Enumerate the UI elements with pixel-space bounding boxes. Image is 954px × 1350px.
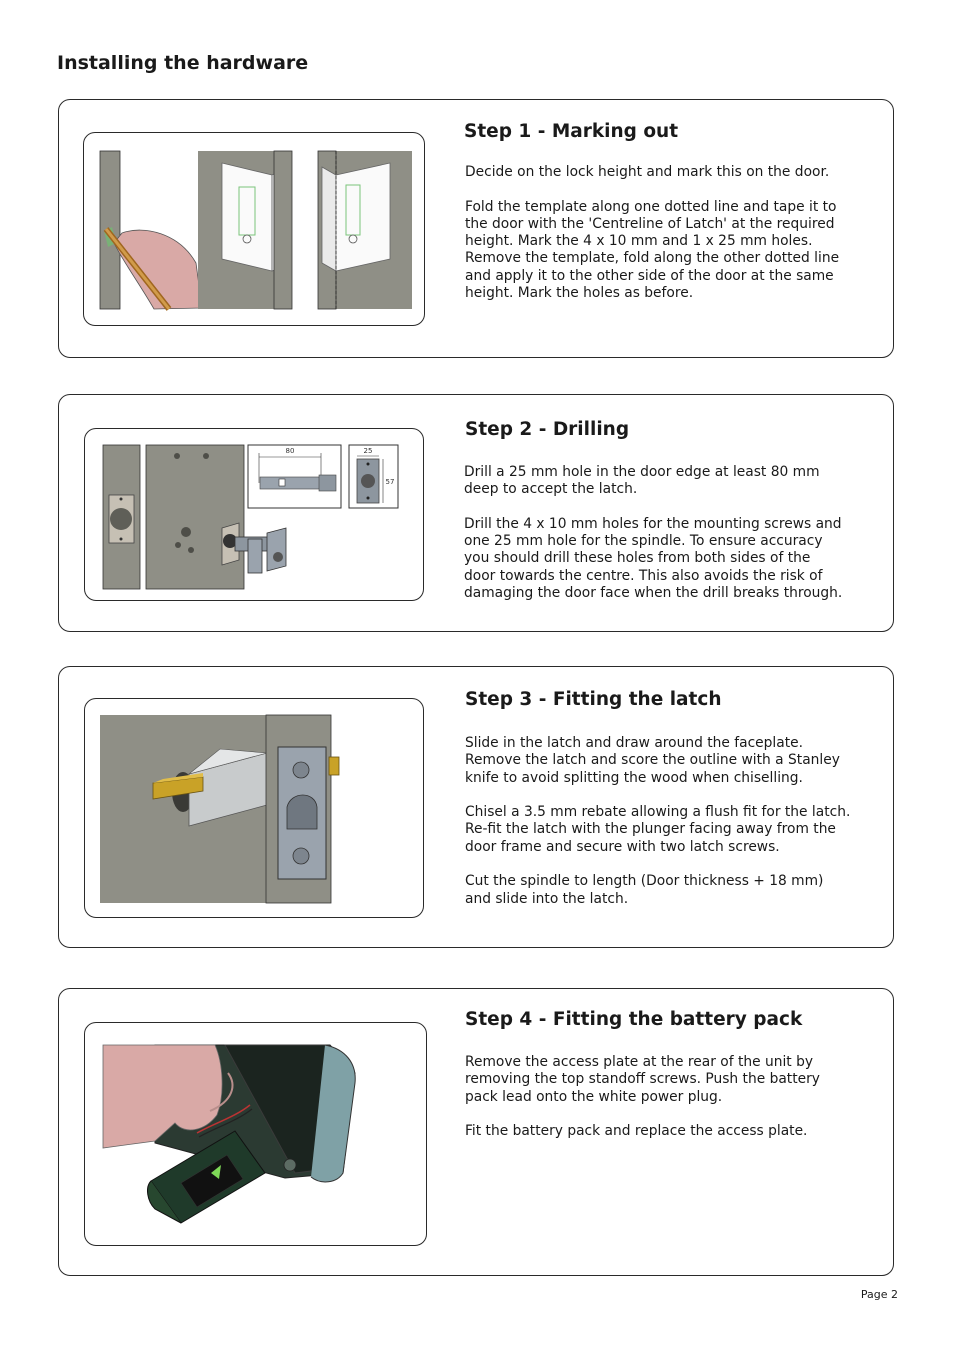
step-1-paragraph: Fold the template along one dotted line and tape it to the door with the 'Centreline of Latch' at the required height. Mark the 4 x 10 mm and 1 x 25 mm holes. Remove the template, fold along the other dotted line and apply it to the other side of the door at the same height. Mark the holes as before.	[465, 198, 840, 302]
step-4-panel	[58, 988, 894, 1276]
step-1-panel	[58, 99, 894, 358]
step-3-paragraph: Chisel a 3.5 mm rebate allowing a flush fit for the latch. Re-fit the latch with the plunger facing away from the door frame and secure with two latch screws.	[465, 804, 851, 855]
step-3-panel	[58, 666, 894, 948]
step-4-illustration	[84, 1022, 427, 1246]
step-2-text	[464, 464, 876, 620]
page-number: Page 2	[860, 1288, 898, 1301]
dim-label-57: 57	[385, 478, 395, 486]
step-4-paragraph: Fit the battery pack and replace the access plate.	[465, 1123, 808, 1140]
step-3-paragraph: Slide in the latch and draw around the faceplate. Remove the latch and score the outline with a Stanley knife to avoid splitting the wood when chiselling.	[465, 735, 840, 786]
step-4-text	[465, 1054, 877, 1158]
step-1-illustration	[83, 132, 425, 326]
step-2-panel	[58, 394, 894, 632]
step-3-paragraph: Cut the spindle to length (Door thickness + 18 mm) and slide into the latch.	[465, 873, 824, 907]
step-3-text	[465, 735, 885, 925]
step-3-illustration	[84, 698, 424, 918]
step-2-paragraph: Drill a 25 mm hole in the door edge at least 80 mm deep to accept the latch.	[464, 464, 820, 498]
page-title: Installing the hardware	[57, 52, 309, 74]
dim-label-25: 25	[363, 447, 373, 455]
step-1-text	[465, 164, 877, 320]
step-1-title: Step 1 - Marking out	[464, 121, 679, 142]
step-4-title: Step 4 - Fitting the battery pack	[465, 1009, 803, 1030]
step-2-paragraph: Drill the 4 x 10 mm holes for the mounting screws and one 25 mm hole for the spindle. To ensure accuracy you should drill these holes from both sides of the door towards the centre. This also avoids the risk of damaging the door face when the drill breaks through.	[464, 515, 843, 602]
step-1-paragraph: Decide on the lock height and mark this on the door.	[465, 164, 830, 180]
step-3-title: Step 3 - Fitting the latch	[465, 689, 722, 710]
step-2-illustration	[84, 428, 424, 601]
step-4-paragraph: Remove the access plate at the rear of the unit by removing the top standoff screws. Push the battery pack lead onto the white power plug.	[465, 1054, 820, 1105]
dim-label-80: 80	[285, 447, 295, 455]
step-2-title: Step 2 - Drilling	[465, 419, 630, 440]
